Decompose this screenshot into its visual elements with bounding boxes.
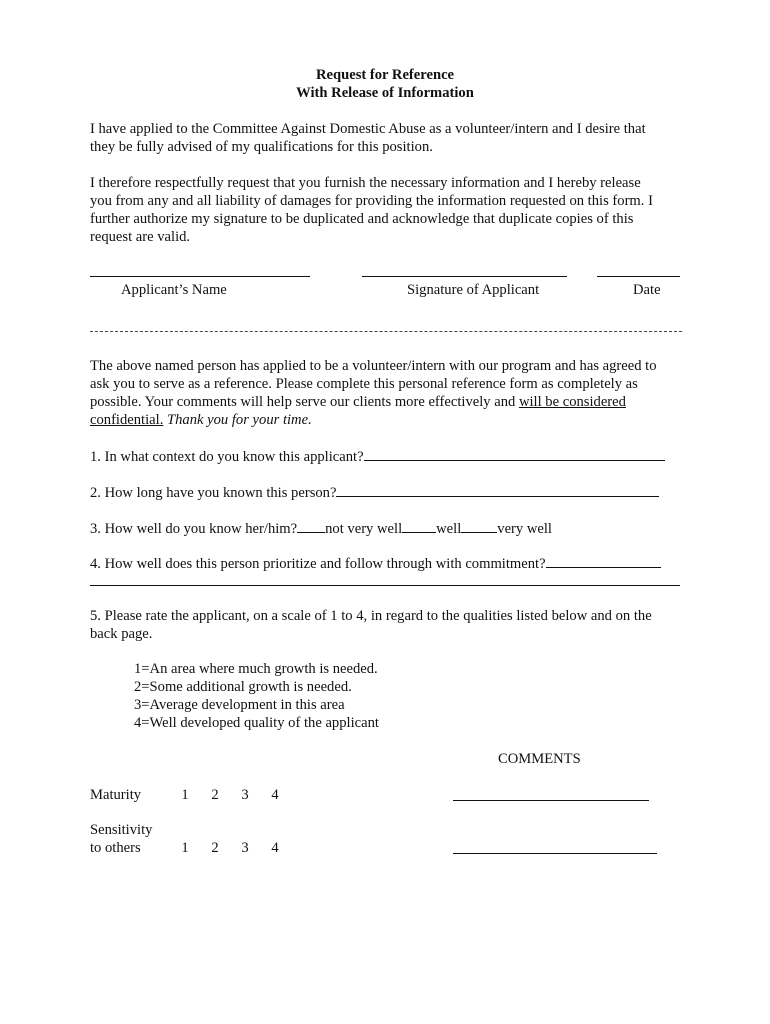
- form-title: Request for Reference: [315, 67, 455, 83]
- maturity-rating-4[interactable]: 4: [271, 787, 279, 803]
- scale-item-1: 1=An area where much growth is needed.: [134, 661, 378, 677]
- not-very-well-blank[interactable]: [297, 518, 325, 533]
- reference-intro-line-2: ask you to serve as a reference. Please complete this personal reference form as completely as: [90, 376, 638, 392]
- reference-intro-line-1: The above named person has applied to be a volunteer/intern with our program and has agreed to: [90, 358, 657, 374]
- maturity-comment-line[interactable]: [453, 800, 649, 801]
- sensitivity-rating-1[interactable]: 1: [181, 840, 189, 856]
- question-2: [90, 482, 659, 502]
- sensitivity-rating-4[interactable]: 4: [271, 840, 279, 856]
- scale-item-4: 4=Well developed quality of the applicant: [134, 715, 379, 731]
- well-option: well: [436, 521, 462, 537]
- question-5-line-1: 5. Please rate the applicant, on a scale of 1 to 4, in regard to the qualities listed below and on the: [90, 608, 652, 624]
- question-1: [90, 446, 665, 466]
- question-4-answer-line[interactable]: [546, 553, 661, 568]
- form-subtitle: With Release of Information: [296, 85, 474, 101]
- intro-paragraph-2-line-3: further authorize my signature to be duplicated and acknowledge that duplicate copies of this: [90, 211, 634, 227]
- very-well-blank[interactable]: [461, 518, 497, 533]
- date-label: Date: [633, 282, 661, 298]
- section-divider: [90, 331, 682, 332]
- question-5-line-2: back page.: [90, 626, 153, 642]
- question-1-text: 1. In what context do you know this applicant?: [90, 449, 364, 465]
- applicant-name-line[interactable]: [90, 276, 310, 277]
- rating-label-sensitivity-line-2: to others: [90, 840, 141, 856]
- intro-paragraph-2-line-1: I therefore respectfully request that you furnish the necessary information and I hereby release: [90, 175, 641, 191]
- rating-label-maturity: Maturity: [90, 787, 142, 803]
- thank-you-note: Thank you for your time.: [167, 412, 312, 428]
- sensitivity-comment-line[interactable]: [453, 853, 657, 854]
- intro-paragraph-2-line-2: you from any and all liability of damages for providing the information requested on this form. I: [90, 193, 653, 209]
- confidential-notice-underlined: will be considered: [518, 394, 626, 410]
- question-4-text: 4. How well does this person prioritize and follow through with commitment?: [90, 556, 546, 572]
- question-1-answer-line[interactable]: [364, 446, 665, 461]
- applicant-signature-line[interactable]: [362, 276, 567, 277]
- question-3-text: 3. How well do you know her/him?: [90, 521, 298, 537]
- confidential-word-underlined: confidential.: [90, 412, 164, 428]
- reference-intro-line-3: [90, 393, 682, 411]
- sensitivity-rating-2[interactable]: 2: [211, 840, 219, 856]
- comments-header: COMMENTS: [498, 751, 581, 767]
- maturity-rating-1[interactable]: 1: [181, 787, 189, 803]
- question-3: [90, 518, 552, 538]
- reference-intro-line-3-text: possible. Your comments will help serve our clients more effectively and: [90, 394, 519, 410]
- rating-label-sensitivity: Sensitivity: [90, 822, 153, 838]
- intro-paragraph-2-line-4: request are valid.: [90, 229, 191, 245]
- applicant-signature-label: Signature of Applicant: [407, 282, 540, 298]
- reference-intro-line-4: [90, 411, 682, 429]
- date-line[interactable]: [597, 276, 680, 277]
- maturity-rating-3[interactable]: 3: [241, 787, 249, 803]
- not-very-well-option: not very well: [325, 521, 403, 537]
- maturity-rating-2[interactable]: 2: [211, 787, 219, 803]
- scale-item-2: 2=Some additional growth is needed.: [134, 679, 352, 695]
- question-4-answer-line-2[interactable]: [90, 585, 680, 586]
- applicant-name-label: Applicant’s Name: [121, 282, 227, 298]
- very-well-option: very well: [497, 521, 552, 537]
- intro-paragraph-1-line-1: I have applied to the Committee Against Domestic Abuse as a volunteer/intern and I desire that: [90, 121, 646, 137]
- sensitivity-rating-3[interactable]: 3: [241, 840, 249, 856]
- question-2-text: 2. How long have you known this person?: [90, 485, 337, 501]
- question-2-answer-line[interactable]: [336, 482, 659, 497]
- question-4: [90, 553, 661, 573]
- intro-paragraph-1-line-2: they be fully advised of my qualifications for this position.: [90, 139, 433, 155]
- well-blank[interactable]: [402, 518, 436, 533]
- scale-item-3: 3=Average development in this area: [134, 697, 345, 713]
